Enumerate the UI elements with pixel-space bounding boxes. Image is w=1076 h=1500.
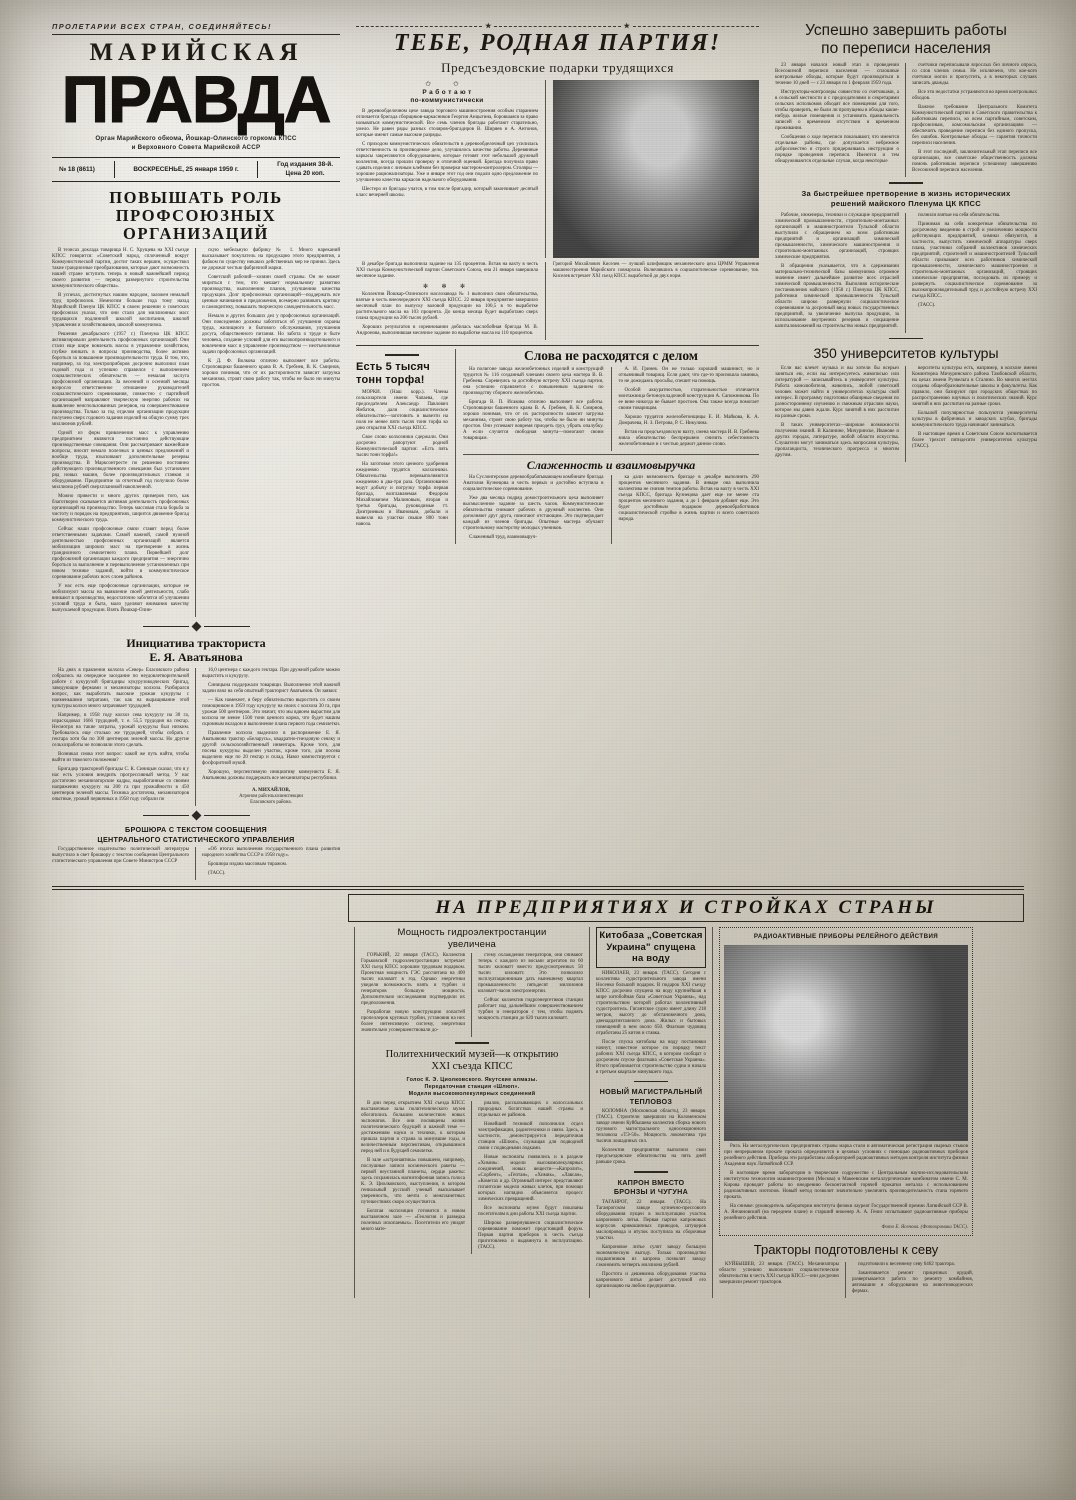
brochure-headline-line2: ЦЕНТРАЛЬНОГО СТАТИСТИЧЕСКОГО УПРАВЛЕНИЯ xyxy=(97,834,295,844)
polytech-headline-line1: Политехнический музей—к открытию xyxy=(385,1048,559,1060)
polytech-subhead-line2: Передаточная станция «Шлюп». xyxy=(424,1083,520,1090)
short-rule xyxy=(385,354,419,356)
issue-price-block xyxy=(272,161,338,178)
initiative-signature-name: А. МИХАЙЛОВ, xyxy=(251,788,291,793)
polytech-subhead-line3: Модели высокомолекулярных соединений xyxy=(408,1090,536,1097)
census-headline-line2: по переписи населения xyxy=(821,40,991,57)
column-divider xyxy=(471,1101,472,1254)
center-article1: В деревообделочном цехе завода торгового машиностроения особым старанием отличается бригада сборщиков-каркасников Георгия Анцыгина, боровшаяся за право называться коммунистической. Все семь членов бригады работают старательно, умело. Не равен ряды разных столяров-бригадиров В. Ширяев и А. Антонов, которые имеют самые высокие разряды. С приходом коммунистических обязательств в деревообделочный цех усилилась ответственность за производимое дело, улучшилось качество работы. Деревянные каркасы закрепляются оборудованием, которые готовят этот небольшой дружный коллектив, всегда прошли проверку и отличной оценкой. Бригада получила право сдавать изделия с личным клеймом без проверки мастером-контролером. Столяры — хорошие рационализаторы. Уже и январе этот год они подали одно предложение по улучшению качества каркасов надельного оборудования. Шестеро из бригады учатся, в том числе бригадир, который закончивает десятый класс вечерней школы. xyxy=(356,108,538,198)
star-separator: ✻ ✻ ✻ xyxy=(422,284,472,290)
universities-headline: 350 университетов культуры xyxy=(813,345,999,362)
initiative-headline-line2: Е. Я. Аватьянова xyxy=(149,650,243,664)
column-divider xyxy=(589,927,590,1298)
torf-headline-line2: тонн торфа! xyxy=(356,373,425,386)
lead-article-col1: В тезисах доклада товарища Н. С. Хрущева на XXI съезде КПСС говорится: «Советский народ, сплоченный вокруг Коммунистической партии, достиг таких вершин, осуществил такие грандиозные преобразования, которые дают возможность нашей стране вступить теперь в новый важнейший период своего развития — период развернутого строительства коммунистического общества». В успехах, достигнутых нашим народом, заложен немалый труд профсоюзов. Немногим больше года тому назад Марийский Пленум ЦК КПСС в своем решении о советских профсоюзах указал, что они стали для миллионных масс трудящихся подлинной школой воспитания, школой управления и хозяйствования, школой коммунизма. Решения декабрьского (1957 г.) Пленума ЦК КПСС активизировали деятельность профсоюзных организаций. Они стали еще шире вовлекать массы в управление хозяйством, глубже вникать в вопросы производства, более активно бороться за повышение производительности труда. В том, что, например, за год электроприборов досрочно выполнил план годовой года и успешно справился с выполнением социалистических обязательств — немалая заслуга профсоюзной организации. За весенний и осенний месяцы возросло ответственное отношение руководителей социалистического соревнования, совместно с партийной организацией направляют творческую энергию рабочих на выявление неиспользованных резервов, на совершенствование производства. Только за год отделом организации продукции получено сверх годового задания изделий на общую сумму трех миллионов рублей. Одной из форм привлечения масс к управлению предприятием являются постоянно действующие производственные совещания. Они рассматривают важнейшие вопросы, вносят немало полезных и ценных предложений и вообще труда, изыскивают дополнительные резервы производства. В Марксонтресте по решению постоянно действующего производственного совещания был установлен ряд новых машин, более производительных станков и оборудование. Предприятие за отчетный год получило более миллиона рублей сверхплановой накопленной. Можно привести и много других примеров того, как благотворно сказывается активная деятельность профсоюзных организаций на производство. Теперь массовая стала борьба за чистоту и порядок на предприятиях, ширится движение бригад коммунистического труда. Сейчас наши профсоюзные связи ставят перед более ответственными задачами. Самой важной, самой нужной деятельностью профсоюзных организаций является мобилизация широких масс на претворение в жизнь грандиозного семилетнего плана. Первейшей долг профсоюзной организации каждого предприятия — энергично бороться за выполнение и перевыполнение установленных при новом технике заданий, войти в коммунистическое соревнование рабочих всех слоев районов. У нас есть еще профсоюзные организации, которые не мобилизуют массы на выявление своей деятельности, слабо вникают в производство, недостаточно заботятся об улучшении условий труда и быта, мало уделяют внимания качеству выпускаемой продукции. Взять Йошкар-Олин- xyxy=(52,248,190,613)
year-of-publication: Год издания 38-й. xyxy=(277,161,333,168)
kapron-article: ТАГАНРОГ, 22 января. (ТАСС). На Таганрогском заводе кузнечно-прессового оборудования пущен в эксплуатацию участок капронового литья. Первая партия капроновых корпусов кривошипных приводов, штуцеров маслопровода и втулок поступила на сборочные участки. Капроновое литье сулит заводу большую экономическую выгоду. Только производство подшипников из капрона позволит заводу сэкономить четверть миллиона рублей. Простота и дешевизна оборудования участка капронового литья делает доступной его организацию на любом предприятии. xyxy=(596,1199,706,1289)
whale-headline-line2: Украина" спущена xyxy=(606,941,696,953)
whale-headline-line1: Китобаза „Советская xyxy=(599,930,703,941)
census-col2: счетчики переписывали взрослых без личного опроса, со слов членов семьи. Не исключено, что кое-кого счетчики могли и пропустить, а в некоторых случаях записать дважды. Все эти недостатки устраняются во время контрольных обходов. Важное требование Центрального Комитета Коммунистической партии и Советского правительства к работникам переписи, ко всем партийным, советским, профсоюзным, комсомольским организациям — обеспечить проведение переписи без единого пропуска, без ошибок. Контрольные обходы — гарантия точности переписи населения. В этот последний, заключительный этап переписи все организации, все советские общественность должны помочь работникам переписи успешному завершению Всесоюзной переписи населения. xyxy=(912,63,1037,173)
masthead-subtitle-line1: Орган Марийского обкома, Йошкар-Олинского горкома КПСС xyxy=(95,135,297,142)
universities-col2: верситеты культуры есть, например, в колхозе имени Коминтерна Мичуринского района Тамбовской области, на цехах имени Рузвельта в Сталино. Во многих местах созданы общеобразовательные школы и факультеты. Как правило, они базируют при городских обществах по распространению научных и политических знаний. Курс занятий в них рассчитан на разные сроки. Большой популярностью пользуются университеты культуры в фабричных и заводских клубах, бригады коммунистического труда начинают заниматься. В настоящее время в Советском Союзе насчитывается более трехсот пятидесяти университетов культуры (ТАСС). xyxy=(912,366,1037,450)
slova-headline: Слова не расходятся с делом xyxy=(523,348,699,363)
column-divider xyxy=(712,927,713,1298)
kicker-line2: по-коммунистически xyxy=(410,97,484,105)
lead-headline-line1: ПОВЫШАТЬ РОЛЬ xyxy=(109,188,283,207)
center-main-headline: ТЕБЕ, РОДНАЯ ПАРТИЯ! xyxy=(393,30,722,56)
lead-headline-line2: ПРОФСОЮЗНЫХ ОРГАНИЗАЦИЙ xyxy=(115,206,277,243)
plenum-col2: полнили взятые на себя обязательства. Принимая на себя конкретные обязательства по досрочному введению в строй и увеличению мощности действующих предприятий, химики обязуются, в частности, выпустить химической аппаратуры сверх плана, участники собраний коллективов химических предприятий, строителей и машиностроителей Тульской области призывают всех работников химической промышленности, химического машиностроения и строительно-монтажных организаций, строящих химические предприятия, последовать их примеру и развернуть социалистическое соревнование за высокопроизводительный труд и достойную встречу XXI съезда КПСС. (ТАСС). xyxy=(912,212,1037,308)
star-ornament: ✩ ✩ xyxy=(425,80,469,88)
left-column xyxy=(52,22,340,880)
column-divider xyxy=(195,248,196,617)
torf-headline-line1: Есть 5 тысяч xyxy=(356,360,430,373)
whale-article: НИКОЛАЕВ, 23 января. (ТАСС). Сегодня с коллектива судостроительного завода имени Носенко большой подарок. В подарок XXI съезду КПСС досрочно спущена на воду крупнейшая в мире китобойная база «Советская Украина», над строительством которой работал коллективный судостроитель. Гигантское судно имеет длину 218 метров, высоту до обстановочного дома, двенадцатиэтажного дома. Жилых и бытовых помещений в нем около 650. Флагман чудовищ отработаны 25 китов и ставка. После спуска китобазы на воду постановки начнут, известное которое по порядку текст рабочих XXI съезда КПСС, в котором сообщат о досрочном спуске флагмана «Советская Украина». Итого приближается строительство судна и начала в третьем квартале минувшего года. xyxy=(596,970,706,1075)
brochure-headline-line1: БРОШЮРА С ТЕКСТОМ СООБЩЕНИЯ xyxy=(125,825,267,834)
teplovoz-headline-line2: ТЕПЛОВОЗ xyxy=(629,1096,673,1106)
issue-price: Цена 20 коп. xyxy=(285,169,325,177)
short-rule xyxy=(634,1081,668,1083)
initiative-signature-role2: Еласовского района. xyxy=(250,800,292,805)
census-col1: 23 января начался новый этап в проведении Всесоюзной переписи населения — сплошные контрольные обходы, которые будут производиться в течение 10 дней — с 23 января по 1 февраля 1959 года. Инструкторы-контролеры совместно со счетчиками, а в сельской местности и с председателями и секретарями сельских исполкомов обходят все помещения для того, чтобы проверить, не были ли пропущены в обходы какие-нибудь жилые помещения и установить правильность записей о временном отсутствии и временном проживании. Сообщения о ходе переписи показывают, что имеются отдельные районы, где допускается небрежное добросовестно и строго придерживаясь инструкции о порядке проведения переписи. Имеются и тем обнаруживаются отдельные случаи, когда некоторые xyxy=(775,63,900,164)
hydro-col2: стему охлаждения генераторов, они снимают теперь с каждого из восьми агрегатов по 60 тысяч киловатт вместо предусмотренных 50 тысяч киловатт. Это позволило эксплуатационникам дать нынешнему квартал промышленности пятьдесят миллионов киловатт-часов электроэнергии. Сейчас коллектив гидроэнергетиков станции работает над дальнейшим совершенствованием турбин и генераторов с тем, чтобы поднять мощность станции до 620 тысяч киловатт. xyxy=(478,953,583,1021)
center-column xyxy=(356,22,759,880)
divider xyxy=(114,161,115,178)
column-divider xyxy=(905,213,906,333)
issue-date: ВОСКРЕСЕНЬЕ, 25 января 1959 г. xyxy=(133,166,239,173)
photo-grinder-worker xyxy=(553,80,759,258)
polytech-subhead-line1: Голос К. Э. Циолковского. Якутские алмазы. xyxy=(406,1076,538,1083)
hydro-headline-line2: увеличена xyxy=(447,938,497,950)
brochure-col1: Государственное издательство политической литературы выпустило в свет брошюру с текстом сообщения Центрального статистического управления при Совете Министров СССР xyxy=(52,847,190,864)
issue-number: № 18 (8611) xyxy=(59,166,95,173)
slazhennost-col1: На Суслонгерском деревообрабатывающем комбинате бригада Анатолия Кузнецова и честь первых и достойно вступила в социалистическое соревнование. Уже два месяца подряд домостроительного цеха выполняет высмысленное задание за шесть часов. Коммунистические обязательства снимают рабочих в дружный коллектив. Они дополняют друг друга, помогают отстающим. Это подтверждает каждый из членов бригады. Опытные мастера обучают строительному мастерству молодых учеников. Слаженный труд, взаимовыруч- xyxy=(463,475,604,540)
torf-article: МОРКИ. (Наш корр.). Члены сельхозартели имени Чапаева, где председателем Александр Павлович Ямбатов, дали социалистическое обязательство—заготовить и вывезти на поля не менее пяти тысяч тонн торфа ко дню открытия XXI съезда КПСС. Свое слово колхозники сдержали. Они досрочно рапортуют родной Коммунистической партии: «Есть пять тысяч тонн торфа!» На заготовке этого ценного удобрения ежедневно трудятся колхозники. Обязательства перевыполняются ежедневно в два-три раза. Организованно ведут добычу и погрузку торфа первая бригада, возглавляемая Федором Михайловичем Малиновым, вторая и третья бригады, руководимые тт. Дмитриевым и Ивановым, добыли и вывезли на участки свыше 800 тонн навоза. xyxy=(356,389,448,527)
newspaper-sheet xyxy=(52,22,1037,1452)
initiative-signature-role1: Агроном райсельхозинспекции xyxy=(239,794,303,799)
center-article1-star2: Коллектив Йошкар-Олинского маслозавода № 1 выполнил свои обязательства, взятые в честь внеочередного XXI съезда КПСС. 22 января предприятие завершило месячный план по выпуску валовой продукции на 100,5 в то выработке растительного масла на 103 процента. До конца месяца будет выработано сверх плана продукции на 206 тысяч рублей. Хороших результатов в соревновании добилась маслобойная бригада М. В. Андронова, выполнившая месячное задание по выработке масла на 110 процентов. xyxy=(356,292,538,336)
slazhennost-headline: Слаженность и взаимовыручка xyxy=(526,458,696,472)
plenum-headline-line2: решений майского Пленума ЦК КПСС xyxy=(830,198,982,208)
center-article1-star: В декабре бригада выполнила задание на 135 процентов. Встав на вахту в честь XXI съезда Коммунистической партии Советского Союза, она 21 января завершила месячное задание. xyxy=(356,262,538,279)
band-left-spacer xyxy=(52,927,348,1298)
short-rule xyxy=(889,182,923,184)
masthead-nameplate xyxy=(52,39,340,152)
star-icon: ★ xyxy=(623,22,630,30)
kicker-line1: Р а б о т а ю т xyxy=(422,89,472,96)
tractor-col1: КУЙБЫШЕВ, 23 января. (ТАСС). Механизаторы области успешно выполнили социалистические обязательства в честь XXI съезда КПСС—они досрочно завершили ремонт тракторов. xyxy=(719,1261,840,1285)
band-radio-column xyxy=(719,927,973,1298)
masthead-name-main: ПРАВДА xyxy=(61,62,331,136)
column-divider xyxy=(905,63,906,177)
polytech-col1: В дни перед открытием XXI съезда КПСС выставочные залы политехнического музея обогатились большим количеством новых экспонатов. Все они посвящены жизни политехнического будущей и важной теме — достижениям науки и техники, к которым пришла партия и страна за минувшие годы, и величественным перспективам, открывшимся перед ней и в будущей семилетке. В зале «астронавтика» повышено, например, послушные записи космического ракеты — первой неустанной планеты, сердце ракеты: здесь сохранилась магнитофонная запись голоса К. Э. Циолковского, выступления, в котором гениальный русский ученый высказывает уверенность, что мечта о межпланетных путешествиях скоро осуществится. Богатая экспозиция готовится в новом выставочном зале — «Геология и разведка полезных ископаемых». Посетители его увидят много мате- xyxy=(361,1100,466,1232)
decorative-star-rule xyxy=(356,22,759,30)
column-divider xyxy=(195,668,196,806)
slova-col1: На полигоне завода железобетонных изделий и конструкций трудится № 116 созданный членами своего цеха мастера В. В. Гребнева. Соревнуясь за достойную встречу XXI съезда партии, она успешно справляется с повышенным заданием по производству сборного железобетона. Бригада В. П. Исакова отлично выполняет все работы. Строповщики башенного крана В. А. Гребнев, В. К. Смирнов, хорошо понимая, что от их расторопности зависит загрузка механизма, строят свою работу так, чтобы не было ни минуты простоя. Они успевают вовремя приодеть груз, убрать опалубку. А если случится свободная минута—помогают своим товарищам. xyxy=(463,367,604,441)
top-section xyxy=(52,22,1037,880)
radio-article: Рига. На металлургических предприятиях страны марка стали и автоматическая регистрация сварных стыков при непрерывном прокате проката определяются в цеховых условиях с помощью радиоактивных приборов релейного действия. Приборы эти разработаны лабораторией радиоактивных методов контроля института физики Академии наук Латвийской ССР. В настоящее время лаборатория в творческом содружестве с Центральным научно-исследовательским институтом технологии машиностроения (Москва) и Макеевским металлургическим комбинатом имени С. М. Кирова проводит работы по внедрению бесконтактной горячей прокатки металла с использованием радиоактивных изотопов. Новый метод позволит значительно увеличить производительность стана горячего проката. На снимке: руководитель лаборатории института физики лауреат Государственной премии Латвийской ССР В. А. Янчиновский (на переднем плане) и старший инженер А. А. Генис испытывают радиоактивные приборы релейного действия. xyxy=(724,1143,968,1221)
tractor-headline: Тракторы подготовлены к севу xyxy=(753,1241,939,1257)
polytech-headline-line2: XXI съезда КПСС xyxy=(431,1061,513,1073)
column-divider xyxy=(905,366,906,462)
brochure-col2: «Об итогах выполнения государственного плана развития народного хозяйства СССР в 1958 году». Брошюра издана массовым тиражом. (ТАСС). xyxy=(202,847,340,876)
census-headline-line1: Успешно завершить работы xyxy=(805,22,1007,39)
column-divider xyxy=(845,1262,846,1298)
kapron-headline-line1: КАПРОН ВМЕСТО xyxy=(617,1177,685,1187)
star-icon: ★ xyxy=(485,22,492,30)
band-headline: НА ПРЕДПРИЯТИЯХ И СТРОЙКАХ СТРАНЫ xyxy=(435,897,937,918)
column-divider xyxy=(195,847,196,880)
photo-credit: Фото Е. Ясенова. (Фотохроника ТАСС). xyxy=(881,1224,968,1230)
initiative-col1: На днях в правлении колхоза «Север» Еласовского района собрались на очередное заседание по неудовлетворительной работе с кукурузой бригадиры кукурузоводческих бригад, заведующие фермами и механизаторы колхоза. Разбирался вопрос, как выработать высокие урожаи кукурузы с наименьшими затратами, так как на выращивание этой культуры колхоз много затрачивает трудодней. Например, в 1958 году колхоз сева кукурузу на 30 га, израсходовал 1666 трудодней, т. е. 55,5 трудодня на гектар. Несмотря на такие затраты, урожай кукурузы был низким. Требовалось еще столько же трудодней, чтобы собрать с гектара хотя бы по 300 центнеров зеленой массы. Но другие сельхозработы не позволяли этого сделать. Возникал снова этот вопрос: какой же путь найти, чтобы выйти из тяжелого положения? Бригадир тракторной бригады С. К. Синицын сказал, что я у нас есть условия внедрить прогрессивный метод. У нас достаточно механизаторские кадры, выработанные со своими напряжении кукурузу на 200 га при урожайности в 450 центнеров зеленой массы. Техника достаточна, механизаторов опытные, урожай первичных в 1958 году собрали по xyxy=(52,668,190,802)
masthead-info-bar xyxy=(52,157,340,182)
right-column xyxy=(775,22,1037,880)
bottom-band-section xyxy=(52,886,1024,1298)
divider xyxy=(257,161,258,178)
hydro-headline-line1: Мощность гидроэлектростанции xyxy=(397,927,547,938)
band-hydro-polytech xyxy=(361,927,583,1298)
kapron-headline-line2: БРОНЗЫ И ЧУГУНА xyxy=(613,1187,689,1197)
column-divider xyxy=(471,953,472,1037)
slazhennost-col2: ка дали возможность бригаде в декабре выполнить 290 процентов месячного задания. В январе она выполнила коллектива не снизив темпов работы. Встав на вахту в честь XXI съезда КПСС, бригада Кузнецова дает еще не менее ста процентов месячного задания, а до 1 февраля добавит еще. Это будет достойным подарком деревообработчиков социалистической стройке в жизнь партии и всего советского народа. xyxy=(618,475,760,522)
initiative-headline-line1: Инициатива тракториста xyxy=(126,636,266,650)
short-rule xyxy=(455,1042,489,1044)
party-slogan: ПРОЛЕТАРИИ ВСЕХ СТРАН, СОЕДИНЯЙТЕСЬ! xyxy=(52,22,340,35)
teplovoz-headline-line1: НОВЫЙ МАГИСТРАЛЬНЫЙ xyxy=(599,1087,703,1097)
lead-article-col2: скую мебельную фабрику № 1. Много нареканий высказывает покупатель на продукцию этого предприятия, а фабком по существу никаких действенных мер не принял. Здесь не дорожат честью фабричной марки. Советский рабочий—хозяин своей страны. Он не может мириться с тем, что мешает нормальному развитию производства, выполнению планов, улучшению качества продукции. Долг профсоюзных организаций—поддержать все ценные начинания и предложения, всемерно развивать критику и самокритику, повышать творческую самодеятельность масс. Немало и других больших дел у профсоюзных организаций. Они повседневно должны заботиться об улучшении охраны труда, жилищного и бытового обслуживания, улучшения досуга, общественного питания. Но забота о труде и быте человека, создание условий для его высокопроизводительного и вовлечение масс в управление производством — неотъемлемые задачи профсоюзных организаций. К Д. Ф. Волкова отлично выполняет все работы. Строповщики башенного крана В. А. Гребнев, В. К. Смирнов, хорошо понимая, что от их расторопности зависит загрузка механизма, строят свою работу так, чтобы не было ни минуты простоя. xyxy=(202,248,340,388)
radio-headline: РАДИОАКТИВНЫЕ ПРИБОРЫ РЕЛЕЙНОГО ДЕЙСТВИЯ xyxy=(753,933,939,940)
polytech-col2: риалов, рассказывающих о колоссальных природных богатствах нашей страны и отдельных ее районов. Новейшей техникой пополнился отдел электрификации, радиотехники и связи. Здесь, в частности, демонстрируется передаточная станция «Шлюп», служащая для подводной связи с подводными лодками. Новые экспонаты появились и в разделе «Химия»: модели высокомолекулярных соединений, новых веществ—«Капролит», «Сорбент», «Гептан», «Химик», «Лавсан», «Кометах и др. Огромный интерес представляют гигантские модели живых клеток, при помощи которых наглядно объясняется процесс химических превращений. Все экспонаты музея будут показаны посетителям в дни работы XXI съезда партии. Широко развернувшееся социалистическое соревнование поможет предстоящий форум. Первая партия приборов в честь съезда приготовлена и выдвинута в эксплуатацию. (ТАСС). xyxy=(478,1100,583,1250)
plenum-headline-line1: За быстрейшее претворение в жизнь исторических xyxy=(801,188,1011,198)
teplovoz-article: КОЛОМНА (Московская область), 23 января. (ТАСС). Строители завершили на Коломенском заводе имени Куйбышева коллектив сборка нового грузового магистрального односекционного тепловоза «ТЭ-50». Мощность локомотива три тысячи лошадиных сил. Коллектив предприятия выполнил свои предсъездовские обязательства на пять дней раньше срока. xyxy=(596,1109,706,1166)
photo-lab-instruments xyxy=(724,945,968,1141)
masthead-subtitle-line2: и Верховного Совета Марийской АССР xyxy=(131,143,261,151)
photo-caption: Григорий Михайлович Киселев — лучший шлифовщик механического цеха ЦРММ Управления машиностроения Марийского совнархоза. Включившись в социалистическое соревнование, тов. Киселев встречает XXI съезд КПСС выработкой до двух норм. xyxy=(553,262,759,279)
tractor-col2: подготовили к весеннему севу 6462 трактора. Заканчивается ремонт прицепных орудий, развертывается работа по ремонту комбайнов, автомашин и оборудования на животноводческих фермах. xyxy=(852,1261,973,1294)
universities-col1: Если вас влечет музыка и вы хотели бы всерьез заняться ею, если вы интересуетесь живописью или литературой — записывайтесь в университет культуры. Работа кинолюбителя, живопись, любой советский человек может найти в университетах культуры свой интерес. В программу подготовки обширные сведения по разностороннему изучению и смежным отраслям науки, которое мы давно ждали. Курс занятий в них рассчитан на разные сроки. В таких университетах—широкие возможности получения знаний. В Калинине, Мичуринске, Иванове и других городах, литературе, любой области искусства. Слушатели могут заниматься здесь вопросами культуры, пропагандиста, технического прогресса и многим другим. xyxy=(775,366,900,459)
plenum-col1: Рабочие, инженеры, техники и служащие предприятий химической промышленности, строительно-монтажных организаций и машиностроители Тульской области выступили с обращением ко всем работникам предприятий и организаций химической промышленности, химического машиностроения и строительно-монтажных организаций, строящих химические предприятия. В обращении указывается, что в сдерживании материально-технической базы коммунизма огромное значение имеет дальнейшее развитие всех отраслей химической промышленности. Выполняя исторические постановления майского (1958 г.) Пленума ЦК КПСС, работники химической промышленности Тульской области широко развернули социалистическое соревнование за досрочный ввод новых государственных предприятий, за увеличение выпуска продукции, за использование внутренних резервов и сокращение капиталовложений на строительство новых предприятий. xyxy=(775,212,900,329)
column-divider xyxy=(354,927,355,1298)
band-whale-column xyxy=(596,927,706,1298)
hydro-col1: ГОРЬКИЙ, 22 января (ТАСС). Коллектив Горьковской гидроэлектростанции встречает XXI съезд КПСС хорошим трудовым подарком. Проектная мощность ГЭС рассчитана на 400 тысяч киловатт в год. Однако энергетики увидели возможность взять и турбин и генераторов большую мощность. Дополнительно исследования подтвердили их предположения. Разработав новую конструкцию лопастей пропеллеров крупных турбин, установив на них более интенсивную систему, энергетики значительно усовершенствовали до- xyxy=(361,953,466,1033)
slova-col2: А. И. Гринев. Он не только хороший машинист, но и отзывчивый товарищ. Если дают, что где-то произошла заминка, то не дожидаясь просьбы, спешит на помощь. Особой аккуратностью, старательностью отличается монтажница бетоноукладочной конструкции А. Сапожникова. По ее вине никогда не бывает простоев. Она также всегда помогает своим товарищам. Хорошо трудятся железобетонщицы Е. И. Майкова, К. А. Домрачева, Н. З. Петрова, Р. С. Никулина. Встав на предсъездовскую вахту, смена мастера И. В. Гребнева взяла обязательство беспрерывно снизить себестоимость железобетонным и с честью держит данное слово. xyxy=(618,367,760,447)
masthead-name-top: МАРИЙСКАЯ xyxy=(89,39,303,66)
short-rule xyxy=(889,338,923,340)
whale-headline-line3: на воду xyxy=(632,953,670,964)
short-rule xyxy=(634,1171,668,1173)
ornament-divider xyxy=(52,623,340,630)
ornament-divider-2 xyxy=(52,812,340,819)
center-subheadline: Предсъездовские подарки трудящихся xyxy=(441,60,674,75)
initiative-col2: 16,0 центнера с каждого гектара. При дружной работе можно вырастить и кукурузу. Синицына поддержали товарищи. Выполнение этой важной задачи взял на себя опытный тракторист Аватьянов. Он заявил: — Как намекнет, я беру обязательство выростить со своим помощником в 1959 году кукурузу на своих с колхоза 30 га, при урожае 500 центнеров. Это значит, что мы вдвоем вырастим для колхоза не менее 1500 тонн ценного корма, что будет нашим скромным вкладом в выполнение плана первого года семилетки. Правление колхоза выделило в распоряжение Е. Я. Аватьянова трактор «Беларусь», квадратно-гнездовую сеялку и другой сельскохозяйственный инвентарь. Кроме того, для посева кукурузы выделен участок, кроме того, для посева выделено еще по 20 гектар и склад. Навоз компостируется с фосфоритной мукой. Хорошую, перспективную инициативу коммуниста Е. Я. Аватьянова должны поддержать все механизаторы республики. А. МИХАЙЛОВ, Агроном райсельхозинспекции Еласовского района. xyxy=(202,668,341,805)
